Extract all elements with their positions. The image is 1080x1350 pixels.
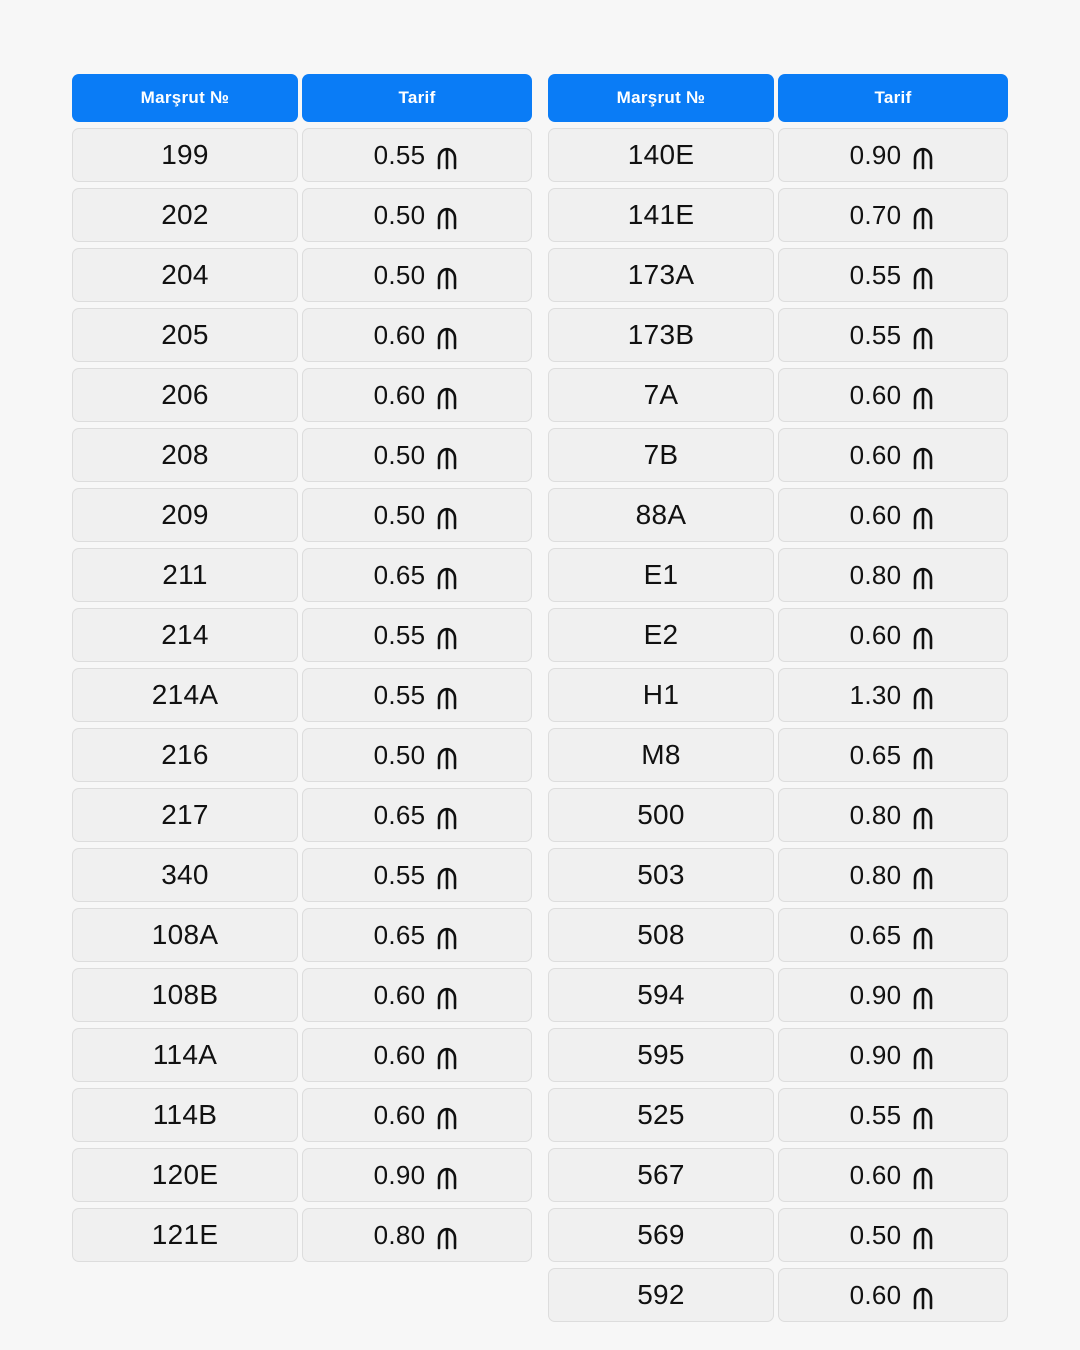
column-header-fare: Tarif — [778, 74, 1008, 122]
route-number-cell: 503 — [548, 848, 774, 902]
table-row — [72, 368, 532, 422]
fare-amount-cell — [302, 788, 532, 842]
azerbaijani-manat-icon — [910, 864, 936, 890]
fare-value: 0.80 — [849, 859, 902, 890]
table-row — [72, 788, 532, 842]
route-number-cell: 7A — [548, 368, 774, 422]
fare-value: 0.50 — [373, 259, 426, 290]
route-number-cell: 202 — [72, 188, 298, 242]
fare-value: 0.80 — [849, 799, 902, 830]
fare-value: 0.80 — [849, 559, 902, 590]
table-row — [548, 1268, 1008, 1322]
azerbaijani-manat-icon — [910, 744, 936, 770]
azerbaijani-manat-icon — [910, 1164, 936, 1190]
fare-value: 0.55 — [373, 679, 426, 710]
route-number-cell: 204 — [72, 248, 298, 302]
azerbaijani-manat-icon — [910, 324, 936, 350]
table-row — [72, 908, 532, 962]
table-row — [548, 1028, 1008, 1082]
route-number-cell: 121E — [72, 1208, 298, 1262]
table-row — [548, 128, 1008, 182]
route-number-cell: 595 — [548, 1028, 774, 1082]
fare-amount-cell — [302, 668, 532, 722]
fare-amount-cell — [778, 1208, 1008, 1262]
fare-value: 0.65 — [849, 739, 902, 770]
fare-value: 0.65 — [373, 919, 426, 950]
table-row — [72, 548, 532, 602]
azerbaijani-manat-icon — [434, 624, 460, 650]
route-number-cell: 525 — [548, 1088, 774, 1142]
fare-amount-cell — [778, 128, 1008, 182]
route-number-cell: 217 — [72, 788, 298, 842]
fare-amount-cell — [302, 1028, 532, 1082]
route-number-cell: H1 — [548, 668, 774, 722]
fare-amount-cell — [302, 308, 532, 362]
azerbaijani-manat-icon — [434, 144, 460, 170]
table-row — [548, 788, 1008, 842]
fare-value: 0.55 — [373, 619, 426, 650]
fare-amount-cell — [778, 1028, 1008, 1082]
table-row — [548, 188, 1008, 242]
table-row — [548, 428, 1008, 482]
table-row — [548, 848, 1008, 902]
fare-amount-cell — [778, 188, 1008, 242]
fare-value: 0.65 — [849, 919, 902, 950]
fare-amount-cell — [778, 788, 1008, 842]
table-row — [72, 1208, 532, 1262]
table-row — [548, 1208, 1008, 1262]
azerbaijani-manat-icon — [434, 924, 460, 950]
route-number-cell: M8 — [548, 728, 774, 782]
fare-amount-cell — [778, 608, 1008, 662]
table-row — [548, 608, 1008, 662]
fare-amount-cell — [778, 668, 1008, 722]
fare-amount-cell — [302, 248, 532, 302]
azerbaijani-manat-icon — [434, 444, 460, 470]
fare-amount-cell — [302, 608, 532, 662]
table-row — [548, 308, 1008, 362]
azerbaijani-manat-icon — [434, 564, 460, 590]
fare-value: 0.50 — [849, 1219, 902, 1250]
fare-amount-cell — [302, 1148, 532, 1202]
azerbaijani-manat-icon — [434, 744, 460, 770]
fare-value: 0.60 — [849, 619, 902, 650]
route-number-cell: 206 — [72, 368, 298, 422]
route-number-cell: 173B — [548, 308, 774, 362]
fare-amount-cell — [778, 548, 1008, 602]
fare-value: 0.60 — [849, 379, 902, 410]
route-number-cell: 211 — [72, 548, 298, 602]
table-row — [72, 1028, 532, 1082]
fare-value: 0.50 — [373, 499, 426, 530]
table-header-row — [72, 74, 532, 122]
fare-amount-cell — [778, 848, 1008, 902]
fare-value: 0.60 — [373, 1099, 426, 1130]
fare-value: 0.90 — [849, 1039, 902, 1070]
route-number-cell: 88A — [548, 488, 774, 542]
fare-amount-cell — [778, 248, 1008, 302]
table-row — [72, 488, 532, 542]
azerbaijani-manat-icon — [434, 864, 460, 890]
fare-value: 0.60 — [849, 1159, 902, 1190]
fare-value: 0.60 — [849, 1279, 902, 1310]
table-row — [72, 728, 532, 782]
route-number-cell: 594 — [548, 968, 774, 1022]
azerbaijani-manat-icon — [910, 1224, 936, 1250]
route-number-cell: 592 — [548, 1268, 774, 1322]
route-number-cell: 199 — [72, 128, 298, 182]
left-table-body — [72, 128, 532, 1268]
route-number-cell: 108B — [72, 968, 298, 1022]
azerbaijani-manat-icon — [434, 984, 460, 1010]
fare-value: 0.60 — [849, 439, 902, 470]
fare-amount-cell — [778, 728, 1008, 782]
route-number-cell: 205 — [72, 308, 298, 362]
fare-value: 0.90 — [849, 139, 902, 170]
route-number-cell: 569 — [548, 1208, 774, 1262]
fare-value: 0.55 — [849, 319, 902, 350]
azerbaijani-manat-icon — [910, 804, 936, 830]
table-row — [548, 968, 1008, 1022]
table-row — [72, 428, 532, 482]
fare-value: 0.65 — [373, 559, 426, 590]
fare-value: 0.55 — [849, 1099, 902, 1130]
table-header-row — [548, 74, 1008, 122]
fare-amount-cell — [302, 428, 532, 482]
fare-value: 0.60 — [373, 1039, 426, 1070]
azerbaijani-manat-icon — [434, 1224, 460, 1250]
column-header-route: Marşrut № — [548, 74, 774, 122]
fare-amount-cell — [302, 368, 532, 422]
table-row — [548, 488, 1008, 542]
table-row — [72, 188, 532, 242]
route-number-cell: 141E — [548, 188, 774, 242]
fare-value: 0.55 — [373, 859, 426, 890]
azerbaijani-manat-icon — [910, 144, 936, 170]
azerbaijani-manat-icon — [434, 1164, 460, 1190]
azerbaijani-manat-icon — [434, 1044, 460, 1070]
fare-amount-cell — [778, 1268, 1008, 1322]
table-row — [72, 968, 532, 1022]
table-row — [72, 668, 532, 722]
route-number-cell: 208 — [72, 428, 298, 482]
route-number-cell: 173A — [548, 248, 774, 302]
azerbaijani-manat-icon — [434, 804, 460, 830]
azerbaijani-manat-icon — [434, 1104, 460, 1130]
fare-amount-cell — [302, 908, 532, 962]
fare-amount-cell — [778, 488, 1008, 542]
right-table-body — [548, 128, 1008, 1328]
table-row — [548, 1148, 1008, 1202]
fare-amount-cell — [778, 968, 1008, 1022]
route-number-cell: 7B — [548, 428, 774, 482]
fare-amount-cell — [778, 1088, 1008, 1142]
fare-amount-cell — [778, 368, 1008, 422]
azerbaijani-manat-icon — [434, 264, 460, 290]
route-number-cell: 508 — [548, 908, 774, 962]
route-number-cell: 567 — [548, 1148, 774, 1202]
azerbaijani-manat-icon — [434, 204, 460, 230]
fare-value: 0.60 — [373, 319, 426, 350]
azerbaijani-manat-icon — [910, 384, 936, 410]
right-fare-table — [548, 74, 1008, 1328]
table-row — [72, 128, 532, 182]
table-row — [72, 1088, 532, 1142]
fare-value: 0.60 — [373, 979, 426, 1010]
azerbaijani-manat-icon — [910, 1104, 936, 1130]
fare-value: 0.60 — [373, 379, 426, 410]
route-number-cell: 209 — [72, 488, 298, 542]
route-number-cell: 214 — [72, 608, 298, 662]
fare-amount-cell — [302, 128, 532, 182]
route-number-cell: 500 — [548, 788, 774, 842]
azerbaijani-manat-icon — [910, 684, 936, 710]
column-header-fare: Tarif — [302, 74, 532, 122]
table-row — [548, 1088, 1008, 1142]
table-row — [548, 548, 1008, 602]
fare-amount-cell — [302, 548, 532, 602]
column-header-route: Marşrut № — [72, 74, 298, 122]
table-row — [548, 728, 1008, 782]
fare-amount-cell — [778, 428, 1008, 482]
fare-amount-cell — [778, 1148, 1008, 1202]
route-number-cell: 216 — [72, 728, 298, 782]
azerbaijani-manat-icon — [910, 204, 936, 230]
route-number-cell: 114B — [72, 1088, 298, 1142]
fare-value: 0.65 — [373, 799, 426, 830]
azerbaijani-manat-icon — [910, 1044, 936, 1070]
table-row — [548, 668, 1008, 722]
route-number-cell: E2 — [548, 608, 774, 662]
table-row — [548, 368, 1008, 422]
fare-amount-cell — [302, 1208, 532, 1262]
azerbaijani-manat-icon — [910, 624, 936, 650]
route-number-cell: 120E — [72, 1148, 298, 1202]
azerbaijani-manat-icon — [910, 924, 936, 950]
fare-value: 1.30 — [849, 679, 902, 710]
fare-amount-cell — [302, 1088, 532, 1142]
fare-value: 0.50 — [373, 199, 426, 230]
fare-amount-cell — [778, 908, 1008, 962]
route-number-cell: 340 — [72, 848, 298, 902]
azerbaijani-manat-icon — [910, 504, 936, 530]
fare-amount-cell — [302, 188, 532, 242]
fare-value: 0.60 — [849, 499, 902, 530]
fare-value: 0.70 — [849, 199, 902, 230]
tables-container — [72, 74, 1008, 1350]
table-row — [548, 908, 1008, 962]
azerbaijani-manat-icon — [434, 324, 460, 350]
route-number-cell: E1 — [548, 548, 774, 602]
fare-amount-cell — [302, 728, 532, 782]
table-row — [72, 848, 532, 902]
route-number-cell: 140E — [548, 128, 774, 182]
fare-value: 0.90 — [373, 1159, 426, 1190]
azerbaijani-manat-icon — [910, 264, 936, 290]
fare-value: 0.50 — [373, 439, 426, 470]
left-fare-table — [72, 74, 532, 1268]
azerbaijani-manat-icon — [910, 984, 936, 1010]
azerbaijani-manat-icon — [910, 564, 936, 590]
fare-amount-cell — [302, 848, 532, 902]
fare-value: 0.80 — [373, 1219, 426, 1250]
route-number-cell: 114A — [72, 1028, 298, 1082]
fare-value: 0.90 — [849, 979, 902, 1010]
table-row — [72, 248, 532, 302]
fare-value: 0.55 — [849, 259, 902, 290]
azerbaijani-manat-icon — [434, 384, 460, 410]
table-row — [72, 608, 532, 662]
azerbaijani-manat-icon — [910, 444, 936, 470]
fare-amount-cell — [302, 968, 532, 1022]
fare-amount-cell — [778, 308, 1008, 362]
table-row — [72, 1148, 532, 1202]
fare-value: 0.55 — [373, 139, 426, 170]
fare-amount-cell — [302, 488, 532, 542]
route-number-cell: 214A — [72, 668, 298, 722]
table-row — [72, 308, 532, 362]
azerbaijani-manat-icon — [910, 1284, 936, 1310]
azerbaijani-manat-icon — [434, 504, 460, 530]
route-number-cell: 108A — [72, 908, 298, 962]
table-row — [548, 248, 1008, 302]
fare-value: 0.50 — [373, 739, 426, 770]
azerbaijani-manat-icon — [434, 684, 460, 710]
